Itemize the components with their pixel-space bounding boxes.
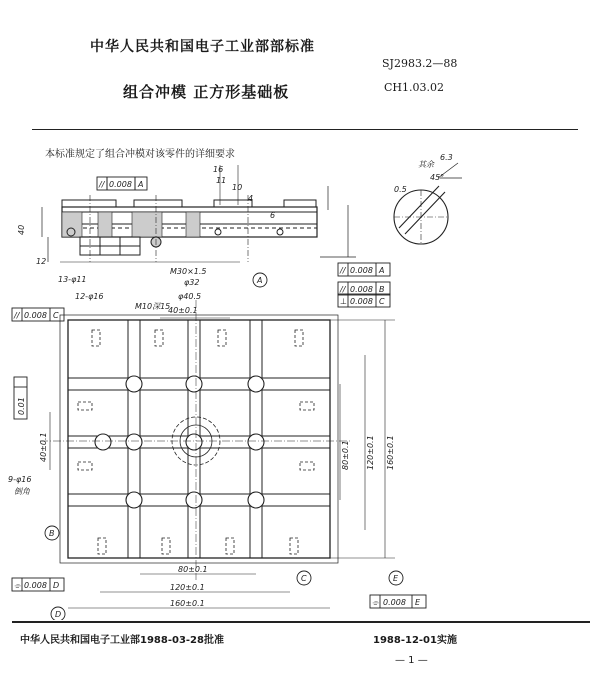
tol-left-value: 0.008 — [24, 311, 47, 320]
tol-c-symbol: ⊥ — [340, 297, 347, 306]
header-divider — [32, 129, 578, 130]
dim-40-top: 40±0.1 — [168, 306, 198, 315]
tol-b-value: 0.008 — [350, 285, 373, 294]
dim-11: 11 — [216, 176, 227, 185]
dim-10: 10 — [232, 183, 243, 192]
tol-c-value: 0.008 — [350, 297, 373, 306]
detail-view — [394, 163, 462, 244]
datum-d-label: D — [55, 610, 62, 619]
dim-0-5: 0.5 — [394, 185, 407, 194]
dim-80-right: 80±0.1 — [341, 440, 350, 470]
datum-e-label: E — [393, 574, 399, 583]
roughness-label: 其余 — [418, 160, 434, 169]
tol-e-value: 0.008 — [383, 598, 406, 607]
category-code: CH1.03.02 — [384, 81, 444, 94]
dim-120-right: 120±0.1 — [366, 435, 375, 470]
standard-code: SJ2983.2—88 — [382, 57, 458, 70]
engineering-drawing — [0, 150, 600, 620]
dim-160-bottom: 160±0.1 — [170, 599, 205, 608]
roughness-value: 6.3 — [440, 153, 453, 162]
tol-a2-value: 0.008 — [350, 266, 373, 275]
tol-symbol-parallel: // — [99, 180, 105, 189]
plan-view — [40, 300, 350, 580]
effective-date: 1988-12-01实施 — [373, 635, 457, 646]
tol-c-datum: C — [379, 297, 385, 306]
note-chamfer: 倒角 — [14, 487, 30, 496]
tol-a2-symbol: // — [340, 266, 346, 275]
dim-height-left: 40 — [17, 224, 26, 235]
tol-a2-datum: A — [379, 266, 385, 275]
dim-4: 4 — [248, 194, 254, 203]
dim-phi40: φ40.5 — [178, 292, 202, 301]
dim-phi32: φ32 — [184, 278, 200, 287]
dim-16: 16 — [213, 165, 224, 174]
datum-a-ref: A — [138, 180, 144, 189]
datum-b-label: B — [49, 529, 55, 538]
tol-b-symbol: // — [340, 285, 346, 294]
intro-text: 本标准规定了组合冲模对该零件的详细要求 — [45, 149, 235, 160]
dim-6: 6 — [270, 211, 276, 220]
section-view — [42, 165, 356, 262]
footer-divider — [12, 621, 590, 623]
note-9-holes: 9-φ16 — [8, 475, 32, 484]
dim-80-bottom: 80±0.1 — [178, 565, 208, 574]
tol-d-datum: D — [53, 581, 60, 590]
dim-40-left: 40±0.1 — [39, 432, 48, 462]
note-13-holes: 13-φ11 — [58, 275, 87, 284]
page-number: — 1 — — [395, 655, 428, 666]
tol-e-symbol: ⌯ — [372, 598, 379, 607]
note-12-holes: 12-φ16 — [75, 292, 104, 301]
thread-m30: M30×1.5 — [170, 267, 207, 276]
tol-top-value: 0.008 — [109, 180, 132, 189]
tol-b-datum: B — [379, 285, 385, 294]
datum-c-label: C — [301, 574, 307, 583]
tol-d-symbol: ⌯ — [14, 581, 21, 590]
approval-text: 中华人民共和国电子工业部1988-03-28批准 — [20, 635, 224, 646]
standard-organization: 中华人民共和国电子工业部部标准 — [90, 39, 315, 55]
dim-160-right: 160±0.1 — [386, 435, 395, 470]
tol-left-datum: C — [53, 311, 59, 320]
tol-d-value: 0.008 — [24, 581, 47, 590]
dim-12: 12 — [36, 257, 47, 266]
dim-120-bottom: 120±0.1 — [170, 583, 205, 592]
angle-45: 45° — [430, 173, 445, 182]
datum-a-label: A — [257, 276, 263, 285]
tol-e-datum: E — [415, 598, 421, 607]
tol-left-symbol: // — [14, 311, 20, 320]
tol-side-value: 0.01 — [17, 397, 26, 415]
note-thread: M10深15 — [135, 302, 171, 311]
document-title: 组合冲模 正方形基础板 — [123, 83, 290, 101]
